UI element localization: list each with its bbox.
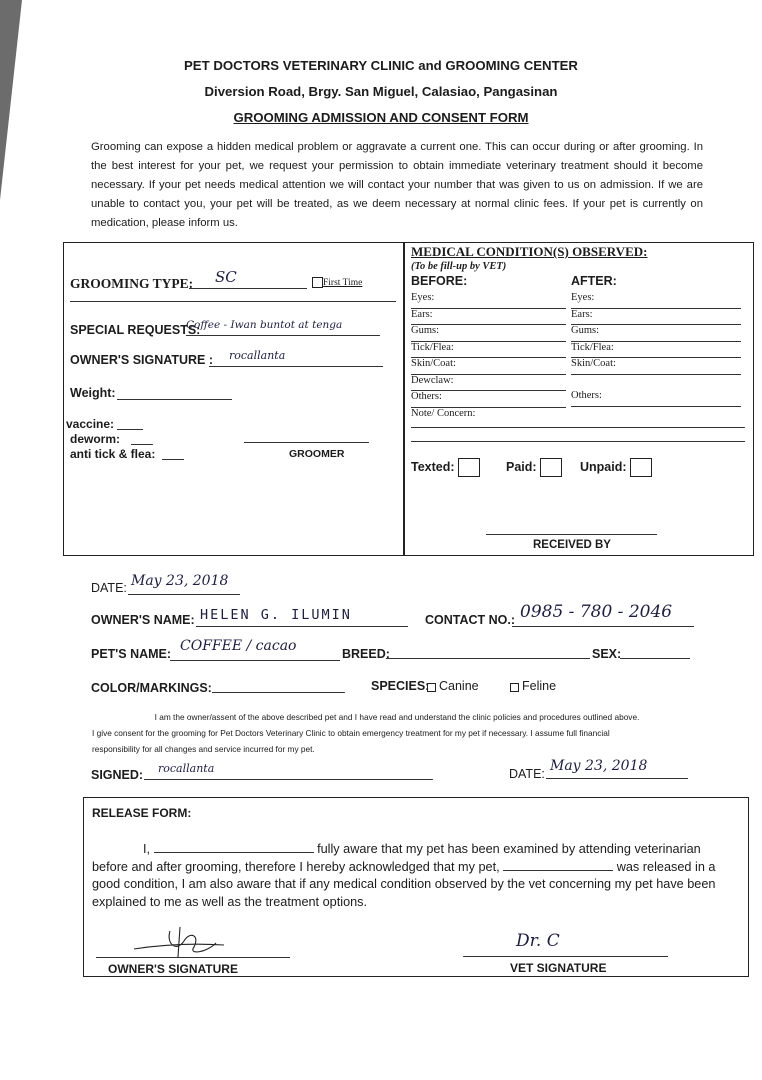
divider-line: [70, 301, 396, 302]
release-line-2-end: was released in a: [616, 860, 716, 874]
date-label: DATE:: [91, 581, 127, 595]
special-requests-field[interactable]: [186, 318, 380, 336]
pet-name-field[interactable]: [170, 638, 340, 661]
medical-title: MEDICAL CONDITION(S) OBSERVED:: [411, 244, 648, 259]
signed-field[interactable]: [144, 762, 433, 780]
owner-signature-scribble: [130, 923, 230, 961]
texted-label: Texted:: [411, 459, 455, 474]
vet-signature-value: Dr. C: [516, 931, 560, 951]
species-label: SPECIES:: [371, 679, 430, 693]
date2-field[interactable]: [546, 758, 688, 779]
vet-signature-label: VET SIGNATURE: [510, 961, 607, 975]
sex-label: SEX:: [592, 647, 622, 661]
date2-value: May 23, 2018: [550, 758, 648, 774]
contact-value: 0985 - 780 - 2046: [520, 602, 673, 622]
deworm-label: deworm:: [70, 432, 121, 446]
unpaid-label: Unpaid:: [580, 459, 627, 474]
signed-value: rocallanta: [158, 762, 215, 775]
grooming-type-field[interactable]: [189, 268, 307, 289]
breed-field[interactable]: [386, 642, 590, 659]
first-time-label: First Time: [323, 278, 363, 288]
before-label: BEFORE:: [411, 274, 468, 288]
after-item-others[interactable]: Others:: [571, 390, 741, 407]
paid-label: Paid:: [506, 459, 537, 474]
before-item-skin-coat[interactable]: Skin/Coat:: [411, 358, 566, 375]
note-line-1[interactable]: [411, 427, 745, 428]
intro-paragraph: Grooming can expose a hidden medical problem or aggravate a current one. This can occur during or after grooming. In the best interest for your pet, we request your permission to obtain immediate veterinary treatment should it become necessary. If your pet needs medical attention we will contact your number that was given to us on admission. If we are unable to contact you, your pet will be treated, as we deem necessary at normal clinic fees. If your pet is currently on medication, please inform us.: [91, 141, 703, 229]
unpaid-checkbox[interactable]: [630, 458, 652, 477]
consent-line-1: I am the owner/assent of the above described pet and I have read and understand the clinic policies and procedures outlined above.: [154, 712, 640, 722]
release-title: RELEASE FORM:: [92, 806, 192, 820]
weight-field[interactable]: [117, 385, 232, 400]
clinic-name: PET DOCTORS VETERINARY CLINIC and GROOMING CENTER: [184, 58, 578, 73]
after-list: [571, 292, 741, 407]
contact-field[interactable]: [512, 602, 694, 627]
color-label: COLOR/MARKINGS:: [91, 681, 212, 695]
antitick-label: anti tick & flea:: [70, 447, 156, 461]
date-value: May 23, 2018: [131, 573, 229, 589]
before-item-ears[interactable]: Ears:: [411, 309, 566, 326]
color-field[interactable]: [212, 676, 345, 693]
before-item-tick-flea[interactable]: Tick/Flea:: [411, 342, 566, 359]
after-spacer: [571, 375, 741, 391]
special-requests-label: SPECIAL REQUESTS:: [70, 323, 201, 337]
scan-shadow: [0, 0, 22, 200]
owner-name-value: HELEN G. ILUMIN: [200, 607, 352, 623]
before-item-others[interactable]: Others:: [411, 391, 566, 408]
after-item-gums[interactable]: Gums:: [571, 325, 741, 342]
breed-label: BREED:: [342, 647, 390, 661]
paid-checkbox[interactable]: [540, 458, 562, 477]
release-line-4: explained to me as well as the treatment options.: [92, 895, 368, 909]
date2-label: DATE:: [509, 767, 545, 781]
vaccine-label: vaccine:: [66, 417, 115, 431]
release-line-1-text: fully aware that my pet has been examined by attending veterinarian: [317, 842, 701, 856]
after-item-tick-flea[interactable]: Tick/Flea:: [571, 342, 741, 359]
release-line-2-start: before and after grooming, therefore I hereby acknowledged that my pet,: [92, 860, 500, 874]
grooming-type-value: SC: [215, 268, 237, 286]
after-item-skin-coat[interactable]: Skin/Coat:: [571, 358, 741, 375]
grooming-type-label: GROOMING TYPE:: [70, 276, 194, 291]
texted-group: [411, 458, 480, 477]
feline-label: Feline: [522, 679, 557, 693]
vet-signature-line[interactable]: [463, 956, 668, 957]
received-by-label: RECEIVED BY: [533, 539, 611, 551]
weight-label: Weight:: [70, 386, 116, 400]
owner-name-label: OWNER'S NAME:: [91, 613, 195, 627]
medical-subtitle: (To be fill-up by VET): [411, 261, 507, 272]
before-list: [411, 292, 566, 423]
after-item-ears[interactable]: Ears:: [571, 309, 741, 326]
deworm-field[interactable]: [131, 432, 153, 445]
signed-label: SIGNED:: [91, 768, 144, 782]
pet-name-value: COFFEE / cacao: [180, 638, 297, 654]
after-item-eyes[interactable]: Eyes:: [571, 292, 741, 309]
consent-line-2: I give consent for the grooming for Pet Doctors Veterinary Clinic to obtain emergency treatment for my pet if necessary. I assume full financial: [92, 728, 610, 738]
release-line-3: good condition, I am also aware that if any medical condition observed by the vet concerning my pet have been: [92, 877, 716, 891]
note-line-2[interactable]: [411, 441, 745, 442]
owner-signature-value: rocallanta: [229, 349, 286, 362]
consent-statement: [92, 709, 702, 757]
owner-signature-label: OWNER'S SIGNATURE :: [70, 353, 214, 367]
received-by-line[interactable]: [486, 534, 657, 535]
release-owner-signature-label: OWNER'S SIGNATURE: [108, 962, 238, 976]
pet-name-label: PET'S NAME:: [91, 647, 172, 661]
antitick-field[interactable]: [162, 447, 184, 460]
form-title: GROOMING ADMISSION AND CONSENT FORM: [233, 110, 529, 125]
owner-signature-line[interactable]: [96, 957, 290, 958]
release-owner-name-field[interactable]: [154, 838, 314, 853]
vaccine-field[interactable]: [117, 417, 143, 430]
feline-checkbox[interactable]: [510, 683, 519, 692]
owner-name-field[interactable]: [196, 604, 408, 627]
special-requests-value: Coffee - Iwan buntot at tenga: [186, 319, 343, 331]
before-item-gums[interactable]: Gums:: [411, 325, 566, 342]
before-item-eyes[interactable]: Eyes:: [411, 292, 566, 309]
consent-line-3: responsibility for all changes and service incurred for my pet.: [92, 744, 315, 754]
sex-field[interactable]: [620, 642, 690, 659]
after-label: AFTER:: [571, 274, 617, 288]
paid-group: [506, 458, 562, 477]
texted-checkbox[interactable]: [458, 458, 480, 477]
date-field[interactable]: [128, 572, 240, 595]
before-item-dewclaw[interactable]: Dewclaw:: [411, 375, 566, 392]
first-time-checkbox[interactable]: [312, 277, 323, 288]
contact-label: CONTACT NO.:: [425, 613, 516, 627]
groomer-signature-line[interactable]: [244, 442, 369, 443]
release-i-label: I,: [142, 842, 150, 856]
release-pet-name-field[interactable]: [503, 856, 613, 871]
groomer-label: GROOMER: [289, 448, 345, 460]
clinic-address: Diversion Road, Brgy. San Miguel, Calasiao, Pangasinan: [204, 84, 558, 99]
canine-checkbox[interactable]: [427, 683, 436, 692]
canine-label: Canine: [439, 679, 479, 693]
note-concern-label: Note/ Concern:: [411, 407, 476, 419]
unpaid-group: [580, 458, 652, 477]
owner-signature-field[interactable]: [209, 348, 383, 367]
